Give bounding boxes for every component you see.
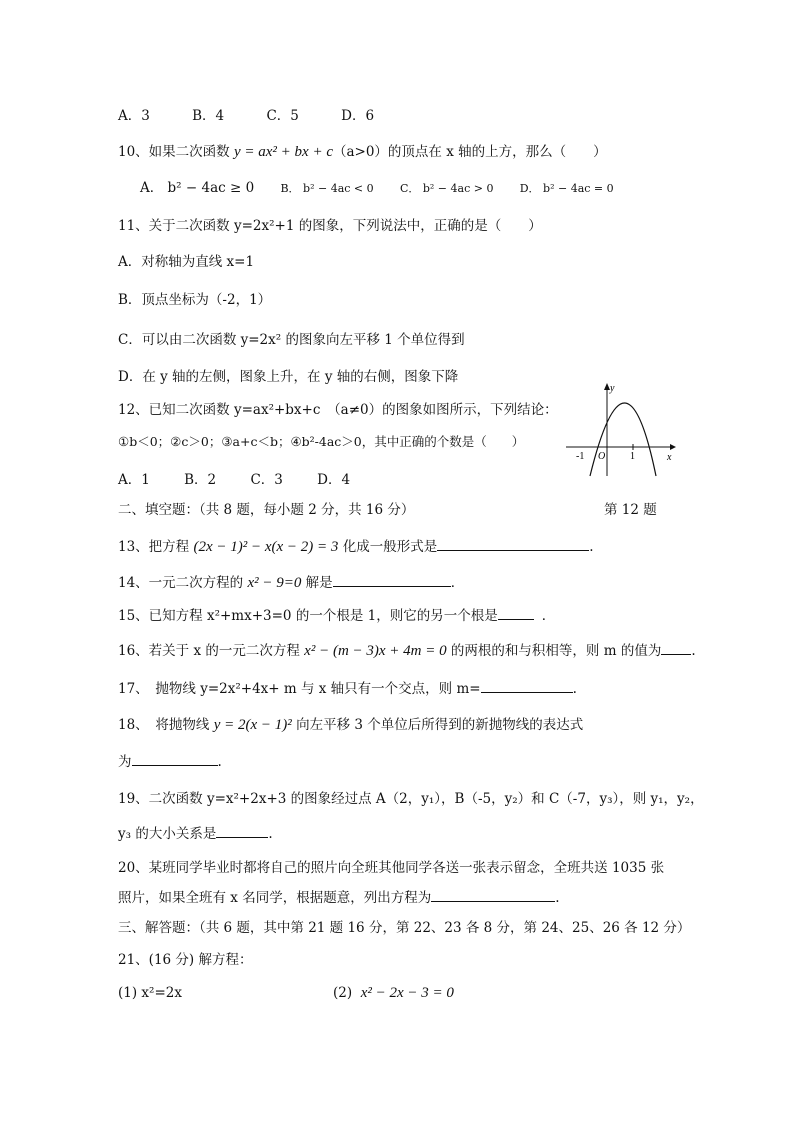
q12-conclusions: ①b＜0；②c＞0；③a+c＜b；④b²-4ac＞0，其中正确的个数是（ ） [118,434,525,449]
q11-option-d: D．在 y 轴的左侧，图象上升，在 y 轴的右侧，图象下降 [118,369,459,385]
q19-line1: 19、二次函数 y=x²+2x+3 的图象经过点 A（2，y₁），B（-5，y₂）和 C（-7，y₃），则 y₁，y₂， [118,791,704,807]
q12-option-c: C．3 [250,472,283,488]
q10-option-b: B． b² − 4ac < 0 [280,182,374,195]
q20-answer-blank[interactable] [431,887,555,902]
q12-option-b: B．2 [184,472,217,488]
q17: 17、 抛物线 y=2x²+4x+ m 与 x 轴只有一个交点，则 m= . [118,677,577,697]
q11-option-b: B．顶点坐标为（-2，1） [118,292,272,308]
q21-stem: 21、(16 分) 解方程： [118,952,253,968]
q19-answer-blank[interactable] [216,823,268,838]
label-y: y [610,383,615,394]
q16: 16、若关于 x 的一元二次方程 x² − (m − 3)x + 4m = 0 的两根的和与积相等，则 m 的值为 . [118,639,696,660]
q9-option-c: C．5 [266,108,299,124]
q9-options [118,104,412,124]
q11-stem: 11、关于二次函数 y=2x²+1 的图象，下列说法中，正确的是（ ） [118,218,542,234]
q21-part1: (1) x²=2x [118,985,182,1001]
q18-answer-blank[interactable] [132,751,218,766]
q12-figure-caption: 第 12 题 [604,502,657,518]
q11-option-c: C．可以由二次函数 y=2x² 的图象向左平移 1 个单位得到 [118,332,465,348]
q12-parabola-graph [562,380,680,480]
label-1: 1 [630,451,635,462]
q13-equation: (2x − 1)² − x(x − 2) = 3 [193,539,339,555]
q10-formula: y = ax² + bx + c [233,144,333,160]
q20-line2: 照片，如果全班有 x 名同学，根据题意，列出方程为 . [118,886,560,906]
q10-option-a: A． b² − 4ac ≥ 0 [140,180,255,196]
q13-answer-blank[interactable] [437,536,589,551]
q18-line1: 18、 将抛物线 y = 2(x − 1)² 向左平移 3 个单位后所得到的新抛物线的表达式 [118,717,584,733]
q9-option-d: D．6 [341,108,375,124]
q14: 14、一元二次方程的 x² − 9=0 解是 ． [118,571,464,592]
section2-heading: 二、填空题：（共 8 题，每小题 2 分，共 16 分） [118,502,415,518]
section3-heading: 三、解答题：（共 6 题，其中第 21 题 16 分，第 22、23 各 8 分，第 24、25、26 各 12 分） [118,920,691,936]
q14-answer-blank[interactable] [333,572,451,587]
x-axis-arrow-icon [670,444,676,450]
q19-line2: y₃ 的大小关系是 . [118,822,273,842]
label-x: x [667,452,672,463]
label-neg1: -1 [576,451,585,462]
q16-answer-blank[interactable] [661,640,691,655]
q10-option-c: C． b² − 4ac > 0 [399,182,494,195]
q18-line2: 为 . [118,750,222,770]
label-origin: O [598,451,606,462]
q21-part2-equation: x² − 2x − 3 = 0 [360,985,454,1001]
q12-stem: 12、已知二次函数 y=ax²+bx+c （a≠0）的图象如图所示，下列结论： [118,402,558,418]
q12-option-d: D．4 [317,472,351,488]
q13: 13、把方程 (2x − 1)² − x(x − 2) = 3 化成一般形式是 . [118,535,594,556]
q15-answer-blank[interactable] [498,605,534,620]
parabola-curve [590,403,656,476]
q12-option-a: A．1 [118,472,150,488]
q18-equation: y = 2(x − 1)² [213,717,292,733]
q20-line1: 20、某班同学毕业时都将自己的照片向全班其他同学各送一张表示留念，全班共送 1035 张 [118,860,665,876]
q10-options [140,176,614,196]
q9-option-a: A．3 [118,108,150,124]
q21-part2: (2) x² − 2x − 3 = 0 [333,985,454,1001]
q16-equation: x² − (m − 3)x + 4m = 0 [304,643,447,659]
q17-answer-blank[interactable] [481,678,573,693]
q9-option-b: B．4 [192,108,225,124]
q15: 15、已知方程 x²+mx+3=0 的一个根是 1，则它的另一个根是 ． [118,604,555,624]
q11-option-a: A．对称轴为直线 x=1 [118,254,255,270]
q12-options [118,468,350,488]
q14-equation: x² − 9=0 [247,575,302,591]
q10-option-d: D． b² − 4ac = 0 [519,182,614,195]
q10-stem: 10、如果二次函数 y = ax² + bx + c（a>0）的顶点在 x 轴的上方，那么（ ） [118,144,607,160]
